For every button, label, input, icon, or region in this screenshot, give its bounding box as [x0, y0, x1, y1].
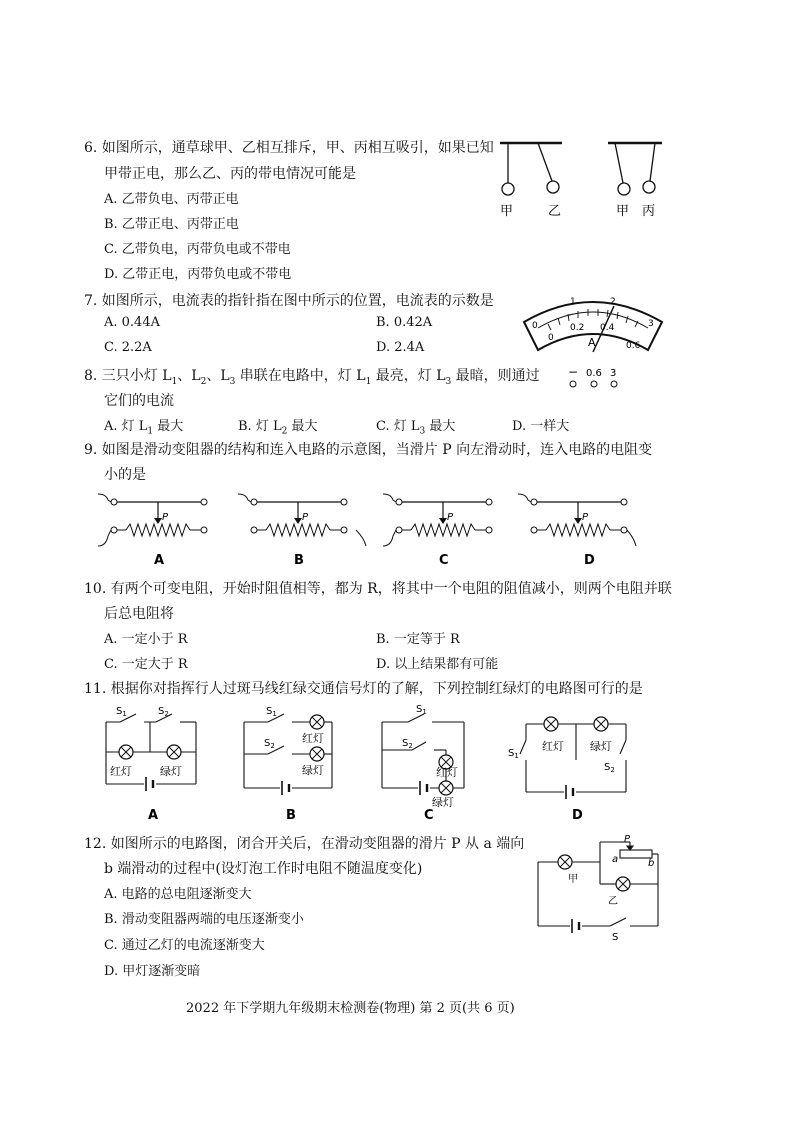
q10-stem-line1: 10. 有两个可变电阻，开始时阻值相等，都为 R，将其中一个电阻的阻值减小，则两个电阻并联 — [84, 581, 672, 597]
q8-stem-line2: 它们的电流 — [104, 393, 174, 409]
traffic-b-label: B — [286, 808, 296, 823]
ammeter-terminal-3: 3 — [610, 368, 617, 379]
rheostat-c-label: C — [439, 553, 449, 568]
q8-option-a: A. 灯 $L_1$ 最大 — [104, 419, 184, 437]
traffic-a-red-label: 红灯 — [110, 765, 132, 778]
traffic-a-red-lamp-icon — [119, 745, 133, 759]
rheostat-a-label: A — [154, 553, 165, 568]
rheostat-c-slider-label: P — [447, 512, 454, 523]
traffic-d-s2: $S_2$ — [604, 762, 615, 774]
ammeter-top-3: 3 — [648, 319, 654, 329]
q6-option-c: C. 乙带负电，丙带负电或不带电 — [104, 242, 291, 257]
q6-stem-line1: 6. 如图所示，通草球甲、乙相互排斥，甲、丙相互吸引，如果已知 — [84, 140, 494, 156]
traffic-d-red-lamp-icon — [544, 717, 558, 731]
q8-option-b: B. 灯 $L_2$ 最大 — [238, 419, 318, 437]
traffic-d-red-label: 红灯 — [542, 740, 564, 753]
ammeter-top-0: 0 — [532, 321, 538, 331]
traffic-a-s2: $S_2$ — [158, 706, 169, 718]
q12-jia-label: 甲 — [568, 874, 578, 885]
rheostat-d-label: D — [584, 553, 595, 568]
traffic-c-s2: $S_2$ — [402, 738, 413, 750]
q12-s-label: S — [612, 932, 619, 943]
q10-option-c: C. 一定大于 R — [104, 657, 188, 672]
q6-option-b: B. 乙带正电、丙带正电 — [104, 217, 239, 232]
q7-option-d: D. 2.4A — [376, 340, 425, 355]
q9-stem-line2: 小的是 — [104, 467, 146, 483]
ammeter-top-1: 1 — [570, 297, 576, 307]
q12-b-label: b — [648, 858, 655, 869]
q11-stem-line1: 11. 根据你对指挥行人过斑马线红绿交通信号灯的了解，下列控制红绿灯的电路图可行的是 — [84, 681, 643, 697]
ammeter-terminal-06: 0.6 — [586, 368, 602, 379]
traffic-c-s1: $S_1$ — [416, 704, 427, 716]
q10-option-d: D. 以上结果都有可能 — [376, 657, 499, 672]
traffic-d-label: D — [572, 808, 583, 823]
traffic-a-green-label: 绿灯 — [160, 765, 182, 778]
ammeter-terminal-minus: − — [568, 365, 579, 379]
q10-option-b: B. 一定等于 R — [376, 632, 460, 647]
traffic-c-green-lamp-icon — [439, 781, 453, 795]
traffic-a-label: A — [148, 808, 159, 823]
traffic-b-green-lamp-icon — [310, 747, 324, 761]
q7-option-a: A. 0.44A — [104, 315, 160, 330]
ammeter-top-2: 2 — [610, 297, 616, 307]
q12-a-label: a — [612, 854, 619, 865]
ammeter-unit: A — [588, 336, 596, 349]
q12-option-b: B. 滑动变阻器两端的电压逐渐变小 — [104, 912, 304, 927]
q11-figures — [96, 700, 656, 825]
traffic-d-s1: $S_1$ — [508, 748, 519, 760]
q10-stem-line2: 后总电阻将 — [104, 606, 174, 622]
traffic-a-green-lamp-icon — [167, 745, 181, 759]
q12-circuit-figure — [530, 832, 670, 942]
rheostat-c — [383, 494, 492, 546]
traffic-d-green-lamp-icon — [594, 717, 608, 731]
q12-p-label: P — [624, 834, 631, 845]
ammeter-bottom-1: 0.2 — [570, 323, 585, 333]
traffic-circuit-c — [382, 714, 464, 795]
rheostat-a — [98, 494, 207, 546]
q6-ball-label-yi: 乙 — [548, 204, 562, 219]
q9-stem-line1: 9. 如图是滑动变阻器的结构和连入电路的示意图，当滑片 P 向左滑动时，连入电路的电阻变 — [84, 442, 653, 458]
q8-option-d: D. 一样大 — [512, 419, 570, 434]
rheostat-d-slider-label: P — [582, 512, 589, 523]
q6-ball-label-jia: 甲 — [500, 204, 514, 219]
q12-lamp-yi-icon — [616, 877, 630, 891]
traffic-a-s1: $S_1$ — [116, 706, 127, 718]
q12-option-d: D. 甲灯逐渐变暗 — [104, 964, 201, 979]
traffic-c-red-label: 红灯 — [436, 766, 458, 779]
traffic-c-green-label: 绿灯 — [432, 796, 454, 809]
traffic-b-s2: $S_2$ — [264, 738, 275, 750]
q7-stem-line1: 7. 如图所示，电流表的指针指在图中所示的位置，电流表的示数是 — [84, 293, 494, 309]
page-footer: 2022 年下学期九年级期末检测卷(物理) 第 2 页(共 6 页) — [186, 1001, 515, 1016]
q9-figures — [96, 490, 656, 570]
ammeter-bottom-2: 0.4 — [600, 323, 615, 333]
traffic-d-green-label: 绿灯 — [590, 740, 612, 753]
q12-yi-label: 乙 — [608, 896, 618, 907]
q6-ball-label-bing: 丙 — [642, 204, 656, 219]
traffic-c-label: C — [424, 808, 434, 823]
rheostat-a-slider-label: P — [162, 512, 169, 523]
ammeter-bottom-0: 0 — [548, 333, 554, 343]
traffic-b-red-lamp-icon — [310, 715, 324, 729]
rheostat-b-slider-label: P — [302, 512, 309, 523]
q10-option-a: A. 一定小于 R — [104, 632, 188, 647]
q6-ball-label-jia2: 甲 — [616, 204, 630, 219]
q7-option-c: C. 2.2A — [104, 340, 152, 355]
ammeter-bottom-3: 0.6 — [626, 341, 641, 351]
traffic-b-green-label: 绿灯 — [302, 764, 324, 777]
ammeter-figure — [518, 290, 668, 390]
q6-option-a: A. 乙带负电、丙带正电 — [104, 192, 239, 207]
q7-option-b: B. 0.42A — [376, 315, 433, 330]
traffic-b-red-label: 红灯 — [302, 732, 324, 745]
q12-option-a: A. 电路的总电阻逐渐变大 — [104, 887, 252, 902]
q8-stem-line1: 8. 三只小灯 $L_1$、$L_2$、$L_3$ 串联在电路中，灯 $L_1$ 最亮，灯 $L_3$ 最暗，则通过 — [84, 368, 540, 387]
q6-figure — [490, 135, 670, 225]
q6-option-d: D. 乙带正电，丙带负电或不带电 — [104, 267, 292, 282]
q12-option-c: C. 通过乙灯的电流逐渐变大 — [104, 938, 265, 953]
traffic-b-s1: $S_1$ — [266, 706, 277, 718]
q12-lamp-jia-icon — [558, 855, 572, 869]
q6-stem-line2: 甲带正电，那么乙、丙的带电情况可能是 — [104, 166, 356, 182]
rheostat-b-label: B — [294, 553, 304, 568]
q8-option-c: C. 灯 $L_3$ 最大 — [376, 419, 456, 437]
rheostat-d — [518, 494, 636, 546]
q12-stem-line2: b 端滑动的过程中(设灯泡工作时电阻不随温度变化) — [104, 861, 423, 877]
q12-stem-line1: 12. 如图所示的电路图，闭合开关后，在滑动变阻器的滑片 P 从 a 端向 — [84, 836, 525, 852]
